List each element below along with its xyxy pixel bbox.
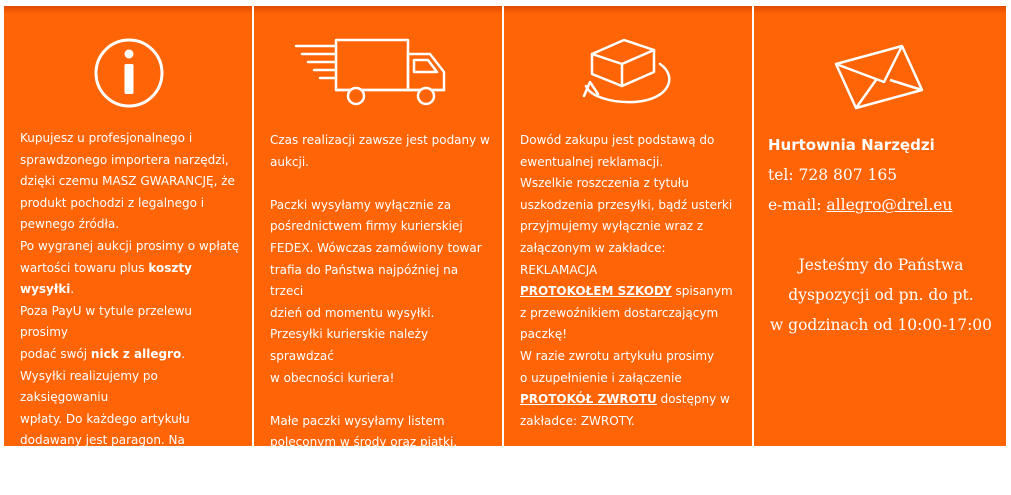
text-line: Dowód zakupu jest podstawą do [520,130,740,152]
delivery-truck-icon [294,32,454,112]
email-line: e-mail: allegro@drel.eu [768,190,994,220]
text-line: Przesyłki kurierskie należy sprawdzać [270,324,490,367]
availability-line: w godzinach od 10:00-17:00 [768,310,994,340]
text-line: poleconym w środy oraz piątki. [270,432,490,454]
column-shipping [254,6,504,446]
text-line: trafia do Państwa najpóźniej na trzeci [270,260,490,303]
shipping-text [270,130,490,454]
text-line: podać swój nick z allegro. [20,344,240,366]
text-line: załączonym w zakładce: REKLAMACJA [520,238,740,281]
column-contact [754,6,1002,446]
text-line: dzięki czemu MASZ GWARANCJĘ, że [20,171,240,193]
text-line: o uzupełnienie i załączenie [520,368,740,390]
envelope-icon [832,42,926,112]
text-line: PROTOKOŁEM SZKODY spisanym [520,281,740,303]
phone-number: tel: 728 807 165 [768,160,994,190]
text-line: aukcji. [270,152,490,174]
warranty-text [20,128,240,495]
text-line: Wszelkie roszczenia z tytułu [520,173,740,195]
text-line: w obecności kuriera! [270,368,490,390]
text-line: pewnego źródła. [20,214,240,236]
text-line: Małe paczki wysyłamy listem [270,411,490,433]
info-banner [4,6,1006,446]
text-line: Poza PayU w tytule przelewu prosimy [20,301,240,344]
text-line: W razie zwrotu artykułu prosimy [520,346,740,368]
return-protocol-link[interactable]: PROTOKÓŁ ZWROTU [520,392,657,406]
text-line: Paczki wysyłamy wyłącznie za [270,195,490,217]
text-line: FEDEX. Wówczas zamówiony towar [270,238,490,260]
text-line: zakładce: ZWROTY. [520,411,740,433]
text-line: dzień od momentu wysyłki. [270,303,490,325]
text-line: paczkę! [520,324,740,346]
damage-report-link[interactable]: PROTOKOŁEM SZKODY [520,284,672,298]
text-line: produkt pochodzi z legalnego i [20,193,240,215]
text-line: wysyłki. [20,279,240,301]
text-line: Po wygranej aukcji prosimy o wpłatę [20,236,240,258]
text-line: sprawdzonego importera narzędzi, [20,150,240,172]
text-line: z przewoźnikiem dostarczającym [520,303,740,325]
text-line: wpłaty. Do każdego artykułu [20,409,240,431]
text-line: Kupujesz u profesjonalnego i [20,128,240,150]
text-line: ewentualnej reklamacji. [520,152,740,174]
email-link[interactable]: allegro@drel.eu [826,196,952,214]
company-name: Hurtownia Narzędzi [768,130,994,160]
info-icon [84,28,174,118]
availability-line: dyspozycji od pn. do pt. [768,280,994,310]
text-line: PROTOKÓŁ ZWROTU dostępny w [520,389,740,411]
availability-line: Jesteśmy do Państwa [768,250,994,280]
box-return-icon [574,24,684,114]
column-warranty [4,6,254,446]
text-line: pośrednictwem firmy kurierskiej [270,216,490,238]
text-line: Wysyłki realizujemy po zaksięgowaniu [20,366,240,409]
text-line: wystawiamy fakturę VAT. [20,474,240,495]
contact-info [768,130,994,340]
text-line: wartości towaru plus koszty [20,258,240,280]
complaints-text [520,130,740,432]
text-line: dodawany jest paragon. Na życzenie [20,430,240,473]
text-line: uszkodzenia przesyłki, bądź usterki [520,195,740,217]
text-line: przyjmujemy wyłącznie wraz z [520,216,740,238]
text-line: Czas realizacji zawsze jest podany w [270,130,490,152]
column-complaints [504,6,754,446]
